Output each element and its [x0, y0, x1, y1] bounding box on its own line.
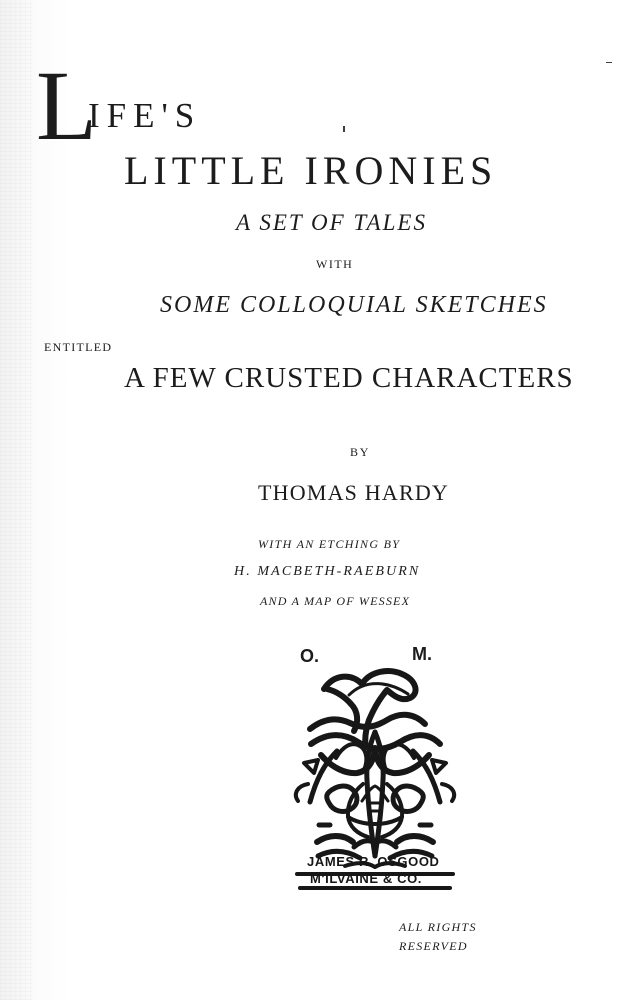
rights-line-1: ALL RIGHTS [399, 920, 477, 934]
crusted-characters-title: A FEW CRUSTED CHARACTERS [124, 362, 574, 394]
sketches-text: SOME COLLOQUIAL SKETCHES [160, 292, 548, 318]
subtitle: A SET OF TALES [236, 210, 427, 235]
emblem-top-right-text: M. [412, 644, 432, 664]
etching-line-1: WITH AN ETCHING BY [258, 537, 401, 551]
margin-mark [606, 62, 612, 63]
by-label: BY [350, 445, 371, 459]
title-line-1: IFE'S [88, 96, 202, 135]
text-speck [343, 126, 345, 132]
author-name: THOMAS HARDY [258, 480, 450, 505]
connector-text: WITH [316, 257, 354, 271]
publisher-line-2: M'ILVAINE & CO. [310, 871, 422, 886]
title-dropcap: L [36, 50, 98, 161]
rights-line-2: RESERVED [399, 939, 468, 953]
entitled-label: ENTITLED [44, 340, 113, 354]
etching-line-2: H. MACBETH-RAEBURN [234, 564, 421, 579]
publisher-line-1: JAMES R. OSGOOD [307, 854, 440, 869]
title-line-2: LITTLE IRONIES [124, 148, 498, 193]
emblem-top-left-text: O. [300, 646, 320, 666]
etching-line-3: AND A MAP OF WESSEX [260, 594, 411, 608]
